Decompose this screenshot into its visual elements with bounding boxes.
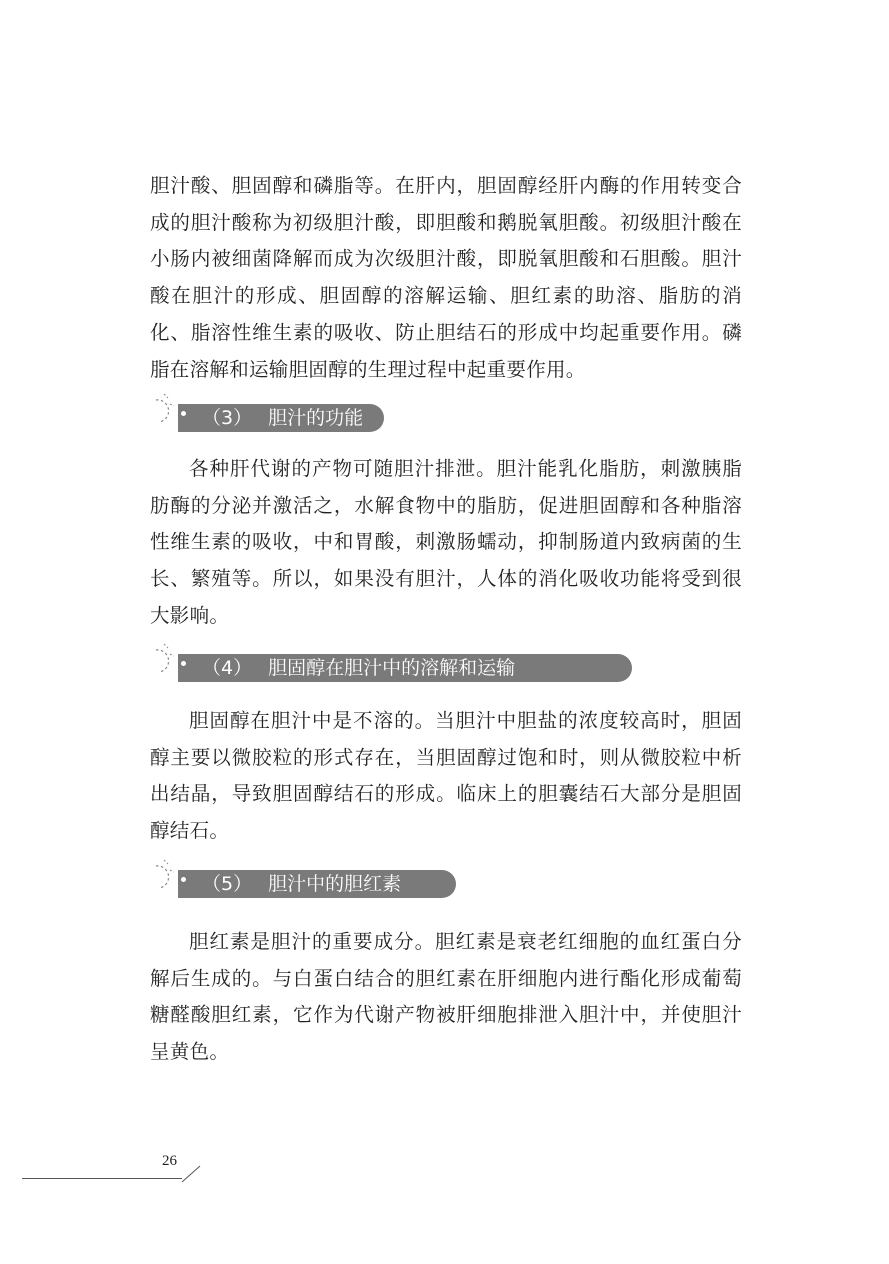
section-heading-pill [178, 654, 632, 682]
section-heading-pill [178, 404, 384, 432]
section-number: （4） [202, 657, 253, 679]
paragraph-bile-acids: 胆汁酸、胆固醇和磷脂等。在肝内，胆固醇经肝内酶的作用转变合成的胆汁酸称为初级胆汁酸，即胆酸和鹅脱氧胆酸。初级胆汁酸在小肠内被细菌降解而成为次级胆汁酸，即脱氧胆酸和石胆酸。胆汁酸在胆汁的形成、胆固醇的溶解运输、胆红素的助溶、脂肪的消化、脂溶性维生素的吸收、防止胆结石的形成中均起重要作用。磷脂在溶解和运输胆固醇的生理过程中起重要作用。 [150, 174, 742, 381]
section-heading-3 [150, 392, 390, 432]
section-heading-pill [178, 870, 456, 898]
section-number: （3） [202, 407, 253, 429]
section-number: （5） [202, 873, 253, 895]
page-number: 26 [162, 1153, 177, 1169]
footer-slash-decoration [178, 1164, 204, 1184]
section-title: 胆汁的功能 [268, 407, 364, 429]
paragraph-bile-function: 各种肝代谢的产物可随胆汁排泄。胆汁能乳化脂肪，刺激胰脂肪酶的分泌并激活之，水解食物中的脂肪，促进胆固醇和各种脂溶性维生素的吸收，中和胃酸，刺激肠蠕动，抑制肠道内致病菌的生长、繁殖等。所以，如果没有胆汁，人体的消化吸收功能将受到很大影响。 [150, 457, 742, 627]
section-heading-5 [150, 858, 470, 898]
section-title: 胆固醇在胆汁中的溶解和运输 [268, 657, 516, 679]
paragraph-bilirubin: 胆红素是胆汁的重要成分。胆红素是衰老红细胞的血红蛋白分解后生成的。与白蛋白结合的胆红素在肝细胞内进行酯化形成葡萄糖醛酸胆红素，它作为代谢产物被肝细胞排泄入胆汁中，并使胆汁呈黄色。 [150, 930, 742, 1064]
footer-rule [22, 1178, 182, 1179]
bullet-dot-icon [181, 661, 186, 666]
bullet-dot-icon [181, 877, 186, 882]
section-heading-4 [150, 642, 640, 682]
bullet-dot-icon [181, 411, 186, 416]
section-title: 胆汁中的胆红素 [268, 873, 402, 895]
paragraph-cholesterol: 胆固醇在胆汁中是不溶的。当胆汁中胆盐的浓度较高时，胆固醇主要以微胶粒的形式存在，当胆固醇过饱和时，则从微胶粒中析出结晶，导致胆固醇结石的形成。临床上的胆囊结石大部分是胆固醇结石。 [150, 709, 742, 843]
